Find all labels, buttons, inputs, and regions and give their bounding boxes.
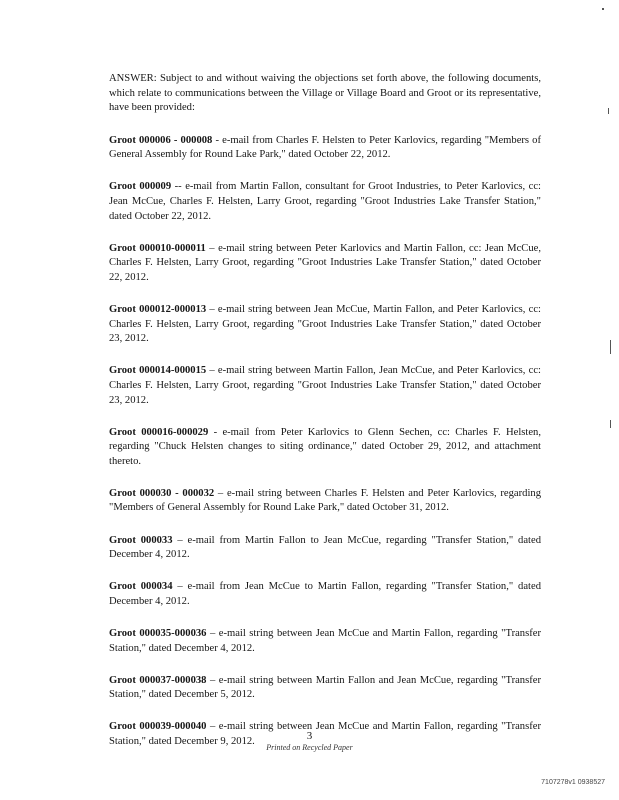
- entry-item: [109, 303, 541, 347]
- bates-range: Groot 000033: [109, 534, 173, 546]
- entry-item: [109, 242, 541, 286]
- page-number: 3: [306, 730, 313, 742]
- entry-description: – e-mail string between Jean McCue, Martin Fallon, and Peter Karlovics, cc: Charles F. Helsten, Larry Groot, regarding "Groot Industries Lake Transfer Station," dated October 23, 2012.: [109, 304, 541, 345]
- entry-description: - e-mail from Charles F. Helsten to Peter Karlovics, regarding "Members of General Assembly for Round Lake Park," dated October 22, 2012.: [109, 134, 541, 161]
- entry-item: [109, 627, 541, 656]
- entry-description: – e-mail string between Charles F. Helsten and Peter Karlovics, regarding "Members of General Assembly for Round Lake Park," dated October 31, 2012.: [109, 487, 541, 514]
- entry-item: [109, 134, 541, 163]
- bates-range: Groot 000012-000013: [109, 304, 207, 316]
- entry-description: – e-mail string between Jean McCue and Martin Fallon, regarding "Transfer Station," dated December 4, 2012.: [109, 627, 541, 654]
- entry-description: – e-mail from Martin Fallon to Jean McCue, regarding "Transfer Station," dated December 4, 2012.: [109, 534, 541, 561]
- entry-item: [109, 487, 541, 516]
- entry-item: [109, 580, 541, 609]
- entry-item: [109, 674, 541, 703]
- bates-range: Groot 000034: [109, 581, 173, 593]
- bates-range: Groot 000030 - 000032: [109, 487, 215, 499]
- document-body: [109, 72, 541, 767]
- scan-speck: [610, 420, 611, 428]
- bates-range: Groot 000016-000029: [109, 426, 209, 438]
- bates-range: Groot 000009: [109, 181, 172, 193]
- scan-speck: [602, 8, 604, 10]
- scan-speck: [610, 340, 611, 354]
- scan-speck: [608, 108, 609, 114]
- bates-range: Groot 000037-000038: [109, 674, 207, 686]
- entry-item: [109, 364, 541, 408]
- bates-range: Groot 000035-000036: [109, 627, 207, 639]
- entry-description: – e-mail string between Jean McCue and Martin Fallon, regarding "Transfer Station," dated December 9, 2012.: [109, 721, 541, 747]
- entry-item: [109, 180, 541, 224]
- document-id: 7107278v1 0938527: [541, 779, 605, 786]
- recycled-paper-note: Printed on Recycled Paper: [266, 743, 353, 752]
- entry-item: [109, 534, 541, 563]
- entry-description: -- e-mail from Martin Fallon, consultant for Groot Industries, to Peter Karlovics, cc: Jean McCue, Charles F. Helsten, Larry Groot, regarding "Groot Industries Lake Transfer Station," dated October 22, 2012.: [109, 181, 542, 222]
- bates-range: Groot 000006 - 000008: [109, 134, 213, 146]
- bates-range: Groot 000014-000015: [109, 365, 207, 377]
- bates-range: Groot 000039-000040: [109, 721, 207, 733]
- bates-range: Groot 000010-000011: [109, 242, 206, 254]
- answer-paragraph: ANSWER: Subject to and without waiving the objections set forth above, the following documents, which relate to communications between the Village or Village Board and Groot or its representative, have been provided:: [109, 73, 541, 114]
- entry-description: - e-mail from Peter Karlovics to Glenn Sechen, cc: Charles F. Helsten, regarding "Chuck Helsten changes to siting ordinance," dated October 29, 2012, and attachment thereto.: [109, 426, 541, 467]
- entry-description: – e-mail string between Martin Fallon, Jean McCue, and Peter Karlovics, cc: Charles F. Helsten, Larry Groot, regarding "Groot Industries Lake Transfer Station," dated October 23, 2012.: [109, 365, 541, 406]
- entry-description: – e-mail from Jean McCue to Martin Fallon, regarding "Transfer Station," dated December 4, 2012.: [109, 581, 541, 607]
- entry-description: – e-mail string between Peter Karlovics and Martin Fallon, cc: Jean McCue, Charles F. Helsten, Larry Groot, regarding "Groot Industries Lake Transfer Station," dated October 22, 2012.: [109, 242, 541, 283]
- entry-item: [109, 426, 541, 470]
- entry-description: – e-mail string between Martin Fallon and Jean McCue, regarding "Transfer Station," dated December 5, 2012.: [109, 674, 541, 701]
